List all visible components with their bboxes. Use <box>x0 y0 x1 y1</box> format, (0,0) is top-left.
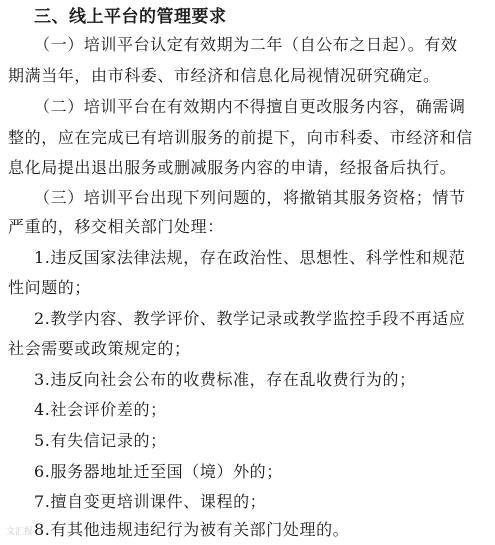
list-item-2-line-1: 2.教学内容、教学评价、教学记录或教学监控手段不再适应 <box>34 309 466 328</box>
list-item-5: 5.有失信记录的； <box>34 431 167 450</box>
paragraph-2-line-2: 整的，应在完成已有培训服务的前提下，向市科委、市经济和信 <box>8 128 473 147</box>
paragraph-3-line-2: 严重的，移交相关部门处理： <box>8 217 224 236</box>
section-heading: 三、线上平台的管理要求 <box>34 7 227 27</box>
list-item-1-line-2: 性问题的； <box>8 278 92 297</box>
list-item-6: 6.服务器地址迁至国（境）外的； <box>34 462 283 481</box>
paragraph-2-line-1: （二）培训平台在有效期内不得擅自更改服务内容，确需调 <box>34 97 466 116</box>
paragraph-1-line-2: 期满当年，由市科委、市经济和信息化局视情况研究确定。 <box>8 66 440 85</box>
paragraph-3-line-1: （三）培训平台出现下列问题的，将撤销其服务资格；情节 <box>34 188 466 207</box>
list-item-8: 8.有其他违规违纪行为被有关部门处理的。 <box>34 520 350 539</box>
list-item-2-line-2: 社会需要或政策规定的； <box>8 339 191 358</box>
paragraph-1-line-1: （一）培训平台认定有效期为二年（自公布之日起）。有效 <box>34 35 458 54</box>
list-item-7: 7.擅自变更培训课件、课程的； <box>34 492 267 511</box>
list-item-3: 3.违反向社会公布的收费标准，存在乱收费行为的； <box>34 370 416 389</box>
list-item-4: 4.社会评价差的； <box>34 400 167 419</box>
list-item-1-line-1: 1.违反国家法律法规，存在政治性、思想性、科学性和规范 <box>34 248 466 267</box>
paragraph-2-line-3: 息化局提出退出服务或删减服务内容的申请，经报备后执行。 <box>8 158 457 177</box>
watermark-logo: 文汇报 <box>6 527 34 537</box>
